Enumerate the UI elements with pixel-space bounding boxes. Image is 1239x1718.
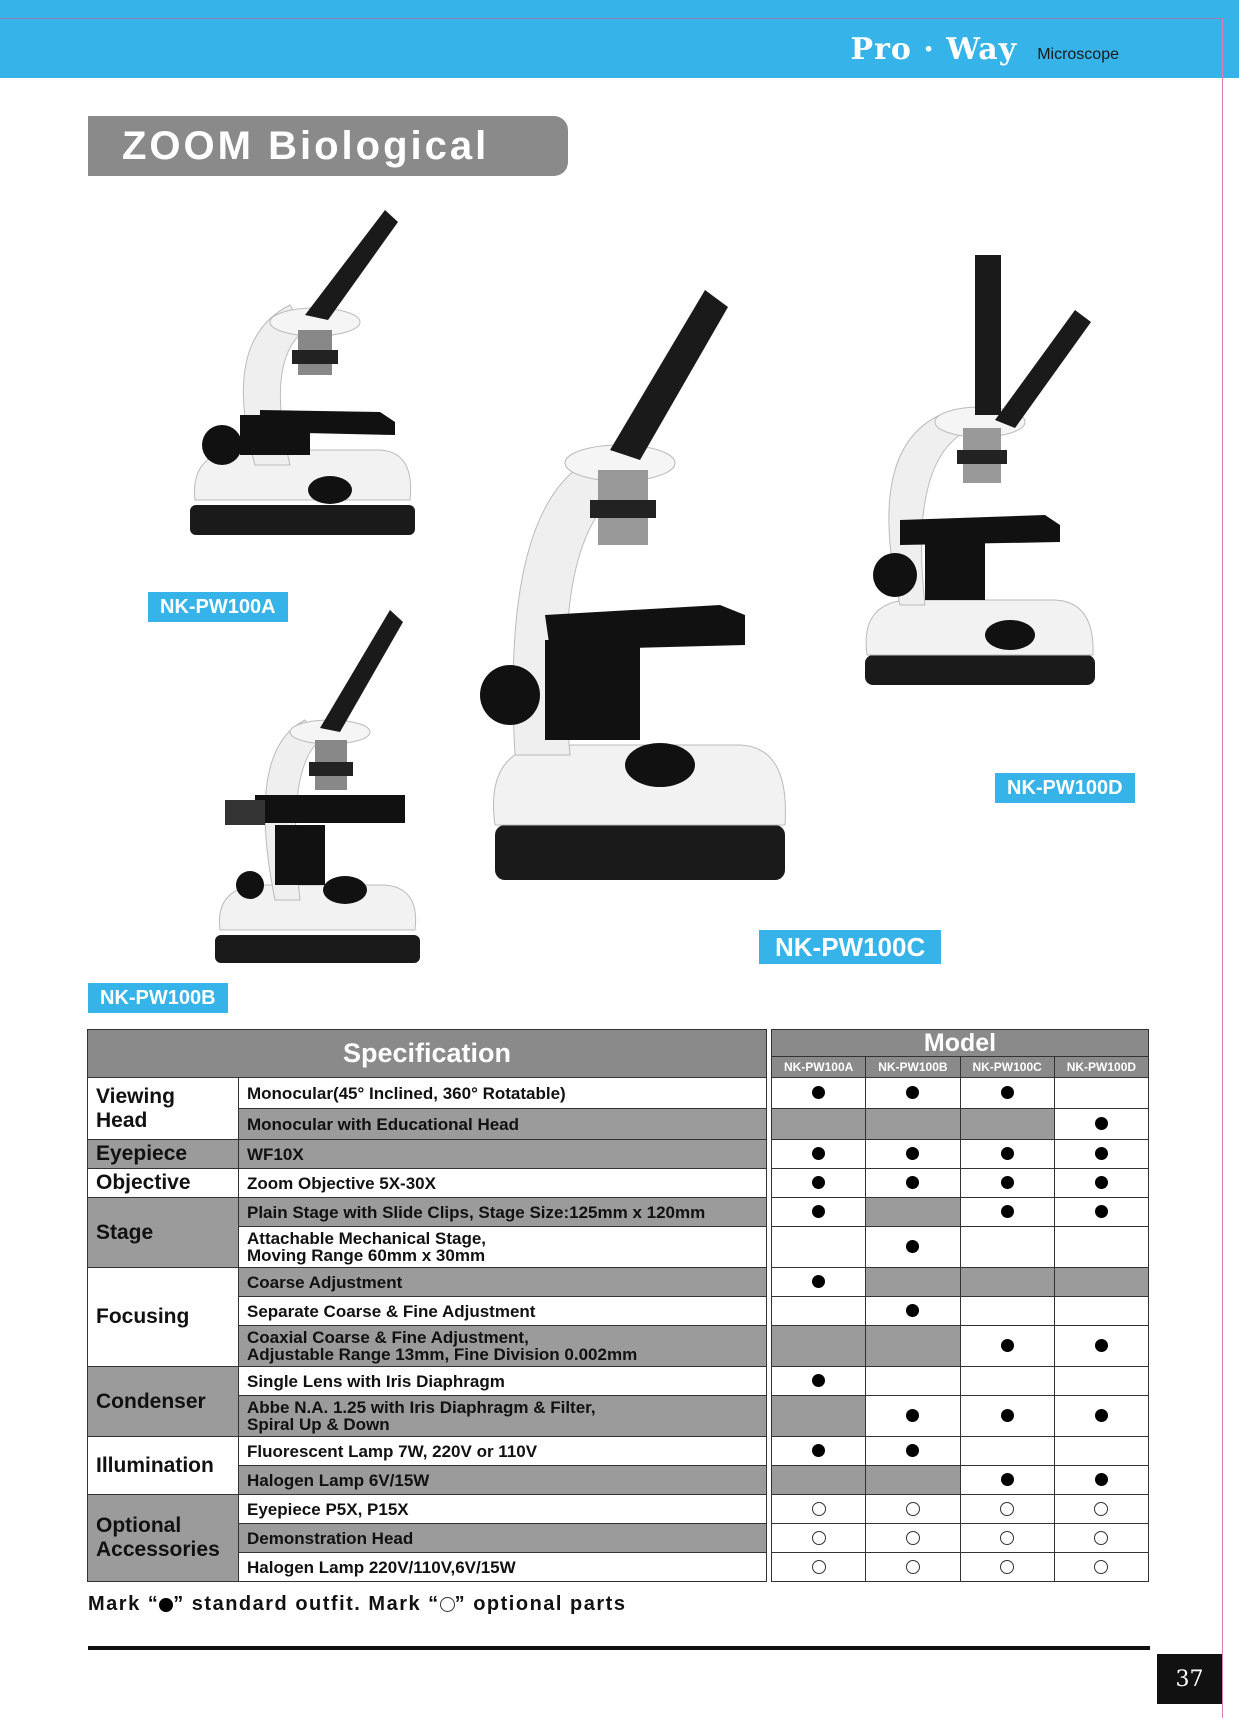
- standard-mark-icon: [812, 1205, 825, 1218]
- model-column-c: NK-PW100C: [960, 1057, 1054, 1078]
- model-mark-row: [772, 1140, 1149, 1169]
- model-mark-cell: [772, 1524, 866, 1553]
- standard-mark-icon: [812, 1147, 825, 1160]
- category-viewing-head: Viewing Head: [88, 1078, 239, 1140]
- spec-item: [239, 1326, 767, 1367]
- model-mark-cell: [866, 1553, 960, 1582]
- model-mark-cell: [866, 1524, 960, 1553]
- standard-mark-icon: [812, 1444, 825, 1457]
- spec-item: Halogen Lamp 6V/15W: [239, 1466, 767, 1495]
- standard-mark-icon: [812, 1275, 825, 1288]
- standard-mark-icon: [812, 1374, 825, 1387]
- optional-mark-icon: [1094, 1502, 1108, 1516]
- model-mark-cell: [772, 1437, 866, 1466]
- standard-mark-icon: [1001, 1086, 1014, 1099]
- model-mark-cell: [1054, 1140, 1148, 1169]
- model-column-a: NK-PW100A: [772, 1057, 866, 1078]
- model-mark-cell: [960, 1169, 1054, 1198]
- model-mark-cell: [960, 1109, 1054, 1140]
- model-mark-cell: [866, 1268, 960, 1297]
- model-mark-cell: [772, 1198, 866, 1227]
- model-label-b: NK-PW100B: [88, 983, 228, 1013]
- optional-mark-icon: [906, 1502, 920, 1516]
- model-mark-cell: [1054, 1437, 1148, 1466]
- standard-mark-icon: [906, 1444, 919, 1457]
- optional-mark-icon: [906, 1560, 920, 1574]
- section-title: ZOOM Biological: [88, 116, 568, 176]
- spec-item: [239, 1227, 767, 1268]
- model-mark-cell: [866, 1495, 960, 1524]
- model-mark-row: [772, 1326, 1149, 1367]
- optional-mark-icon: [440, 1597, 455, 1612]
- spec-table: [87, 1029, 767, 1582]
- model-mark-cell: [866, 1169, 960, 1198]
- model-mark-cell: [960, 1396, 1054, 1437]
- model-mark-cell: [866, 1140, 960, 1169]
- header-bar: [0, 0, 1239, 78]
- spec-item: Monocular(45° Inclined, 360° Rotatable): [239, 1078, 767, 1109]
- spec-item: Zoom Objective 5X-30X: [239, 1169, 767, 1198]
- category-objective: Objective: [88, 1169, 239, 1198]
- model-mark-cell: [1054, 1297, 1148, 1326]
- model-mark-cell: [866, 1466, 960, 1495]
- model-mark-cell: [1054, 1396, 1148, 1437]
- model-mark-cell: [1054, 1227, 1148, 1268]
- optional-mark-icon: [1000, 1531, 1014, 1545]
- microscope-c-image: [480, 285, 820, 925]
- model-mark-cell: [1054, 1078, 1148, 1109]
- model-mark-cell: [1054, 1466, 1148, 1495]
- model-mark-cell: [772, 1140, 866, 1169]
- model-mark-cell: [960, 1553, 1054, 1582]
- model-mark-cell: [866, 1198, 960, 1227]
- optional-mark-icon: [812, 1502, 826, 1516]
- category-stage: Stage: [88, 1198, 239, 1268]
- model-header: Model: [772, 1030, 1149, 1057]
- spec-item-line2: Moving Range 60mm x 30mm: [247, 1246, 486, 1265]
- model-mark-row: [772, 1227, 1149, 1268]
- model-mark-row: [772, 1553, 1149, 1582]
- standard-mark-icon: [1001, 1147, 1014, 1160]
- model-mark-cell: [772, 1553, 866, 1582]
- model-mark-cell: [772, 1367, 866, 1396]
- standard-mark-icon: [812, 1086, 825, 1099]
- optional-mark-icon: [812, 1560, 826, 1574]
- standard-mark-icon: [906, 1176, 919, 1189]
- model-mark-cell: [866, 1078, 960, 1109]
- model-mark-cell: [960, 1495, 1054, 1524]
- spec-item: WF10X: [239, 1140, 767, 1169]
- brand: [851, 32, 1119, 67]
- spec-item: Separate Coarse & Fine Adjustment: [239, 1297, 767, 1326]
- spec-item: Plain Stage with Slide Clips, Stage Size:125mm x 120mm: [239, 1198, 767, 1227]
- optional-mark-icon: [1000, 1502, 1014, 1516]
- model-mark-cell: [960, 1326, 1054, 1367]
- model-mark-row: [772, 1198, 1149, 1227]
- standard-mark-icon: [1095, 1409, 1108, 1422]
- model-mark-cell: [960, 1297, 1054, 1326]
- spec-item-line2: Spiral Up & Down: [247, 1415, 390, 1434]
- model-mark-cell: [866, 1326, 960, 1367]
- standard-mark-icon: [906, 1086, 919, 1099]
- model-mark-row: [772, 1396, 1149, 1437]
- model-mark-cell: [960, 1078, 1054, 1109]
- model-mark-cell: [772, 1169, 866, 1198]
- model-mark-cell: [772, 1109, 866, 1140]
- model-mark-cell: [1054, 1109, 1148, 1140]
- model-mark-cell: [772, 1495, 866, 1524]
- model-mark-row: [772, 1078, 1149, 1109]
- microscope-b-image: [205, 600, 430, 980]
- model-mark-cell: [772, 1297, 866, 1326]
- optional-mark-icon: [1094, 1531, 1108, 1545]
- model-label-a: NK-PW100A: [148, 592, 288, 622]
- legend: [88, 1593, 626, 1616]
- model-mark-cell: [960, 1198, 1054, 1227]
- model-mark-row: [772, 1437, 1149, 1466]
- model-mark-cell: [1054, 1198, 1148, 1227]
- model-mark-cell: [960, 1524, 1054, 1553]
- standard-mark-icon: [812, 1176, 825, 1189]
- spec-item: [239, 1396, 767, 1437]
- category-condenser: Condenser: [88, 1367, 239, 1437]
- standard-mark-icon: [1095, 1147, 1108, 1160]
- spec-item: Monocular with Educational Head: [239, 1109, 767, 1140]
- model-mark-row: [772, 1169, 1149, 1198]
- spec-item-line1: Abbe N.A. 1.25 with Iris Diaphragm & Filter,: [247, 1398, 596, 1417]
- frame-line-right: [1222, 18, 1223, 1718]
- model-table: [771, 1029, 1149, 1582]
- spec-header: Specification: [88, 1030, 767, 1078]
- model-mark-cell: [866, 1297, 960, 1326]
- footer-rule: [88, 1646, 1150, 1650]
- model-mark-row: [772, 1524, 1149, 1553]
- model-mark-cell: [1054, 1524, 1148, 1553]
- brand-name: Pro · Way: [850, 32, 1018, 67]
- model-mark-row: [772, 1466, 1149, 1495]
- category-focusing: Focusing: [88, 1268, 239, 1367]
- model-label-d: NK-PW100D: [995, 773, 1135, 803]
- standard-mark-icon: [1001, 1473, 1014, 1486]
- standard-mark-icon: [1001, 1205, 1014, 1218]
- model-mark-cell: [866, 1437, 960, 1466]
- model-mark-cell: [960, 1268, 1054, 1297]
- legend-text: Mark “: [88, 1593, 160, 1615]
- standard-mark-icon: [906, 1147, 919, 1160]
- model-mark-cell: [1054, 1326, 1148, 1367]
- spec-item: Eyepiece P5X, P15X: [239, 1495, 767, 1524]
- model-mark-cell: [772, 1268, 866, 1297]
- standard-mark-icon: [1095, 1473, 1108, 1486]
- optional-mark-icon: [1000, 1560, 1014, 1574]
- category-illumination: Illumination: [88, 1437, 239, 1495]
- model-mark-cell: [772, 1227, 866, 1268]
- legend-text: ” optional parts: [454, 1593, 627, 1615]
- model-column-d: NK-PW100D: [1054, 1057, 1148, 1078]
- model-mark-cell: [772, 1078, 866, 1109]
- brand-subtitle: Microscope: [1037, 46, 1119, 63]
- standard-mark-icon: [906, 1240, 919, 1253]
- model-mark-cell: [960, 1227, 1054, 1268]
- standard-mark-icon: [1001, 1176, 1014, 1189]
- model-mark-row: [772, 1109, 1149, 1140]
- model-mark-cell: [772, 1466, 866, 1495]
- model-mark-cell: [1054, 1495, 1148, 1524]
- model-mark-cell: [1054, 1553, 1148, 1582]
- standard-mark-icon: [1095, 1176, 1108, 1189]
- model-mark-cell: [772, 1326, 866, 1367]
- legend-text: ” standard outfit. Mark “: [173, 1593, 440, 1615]
- spec-item: Coarse Adjustment: [239, 1268, 767, 1297]
- model-mark-cell: [772, 1396, 866, 1437]
- model-marks: [772, 1078, 1149, 1582]
- model-mark-cell: [1054, 1268, 1148, 1297]
- frame-line-top: [0, 18, 1223, 19]
- optional-mark-icon: [906, 1531, 920, 1545]
- spec-item: Demonstration Head: [239, 1524, 767, 1553]
- standard-mark-icon: [1001, 1409, 1014, 1422]
- model-mark-cell: [866, 1227, 960, 1268]
- model-mark-row: [772, 1268, 1149, 1297]
- standard-mark-icon: [1095, 1339, 1108, 1352]
- standard-mark-icon: [159, 1598, 173, 1612]
- model-label-c: NK-PW100C: [759, 930, 941, 964]
- model-mark-cell: [1054, 1367, 1148, 1396]
- category-eyepiece: Eyepiece: [88, 1140, 239, 1169]
- spec-item: Single Lens with Iris Diaphragm: [239, 1367, 767, 1396]
- model-mark-cell: [866, 1396, 960, 1437]
- microscope-d-image: [855, 250, 1115, 720]
- spec-item: Halogen Lamp 220V/110V,6V/15W: [239, 1553, 767, 1582]
- model-mark-cell: [1054, 1169, 1148, 1198]
- model-mark-cell: [960, 1466, 1054, 1495]
- model-mark-cell: [960, 1437, 1054, 1466]
- model-mark-cell: [866, 1367, 960, 1396]
- spec-item: Fluorescent Lamp 7W, 220V or 110V: [239, 1437, 767, 1466]
- standard-mark-icon: [1001, 1339, 1014, 1352]
- standard-mark-icon: [1095, 1117, 1108, 1130]
- model-mark-cell: [960, 1140, 1054, 1169]
- spec-item-line1: Coaxial Coarse & Fine Adjustment,: [247, 1328, 529, 1347]
- spec-item-line1: Attachable Mechanical Stage,: [247, 1229, 487, 1248]
- spec-item-line2: Adjustable Range 13mm, Fine Division 0.002mm: [247, 1345, 638, 1364]
- model-mark-row: [772, 1297, 1149, 1326]
- category-optional-accessories: Optional Accessories: [88, 1495, 239, 1582]
- model-mark-row: [772, 1367, 1149, 1396]
- standard-mark-icon: [906, 1409, 919, 1422]
- microscope-a-image: [180, 200, 440, 590]
- model-mark-row: [772, 1495, 1149, 1524]
- optional-mark-icon: [1094, 1560, 1108, 1574]
- page-number: 37: [1157, 1654, 1222, 1704]
- model-column-b: NK-PW100B: [866, 1057, 960, 1078]
- standard-mark-icon: [906, 1304, 919, 1317]
- standard-mark-icon: [1095, 1205, 1108, 1218]
- model-mark-cell: [960, 1367, 1054, 1396]
- optional-mark-icon: [812, 1531, 826, 1545]
- model-mark-cell: [866, 1109, 960, 1140]
